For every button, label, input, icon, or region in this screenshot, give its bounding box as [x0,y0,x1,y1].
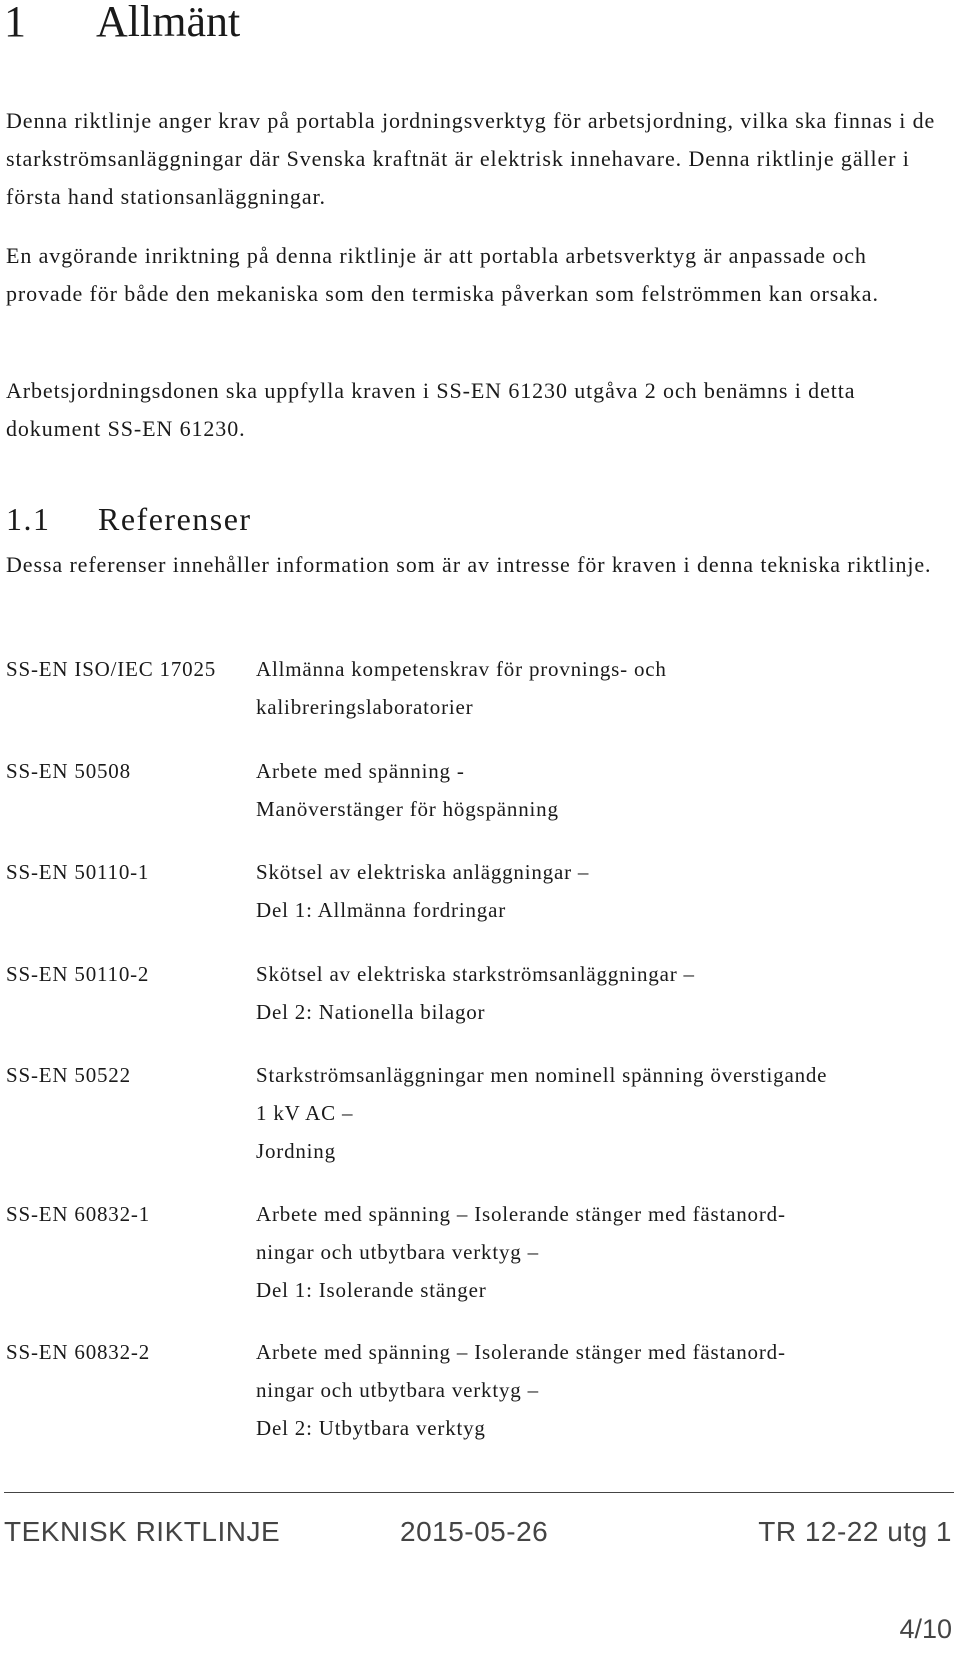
section-title: Allmänt [96,0,241,46]
reference-description-line: Skötsel av elektriska starkströmsanläggningar – [256,962,695,986]
reference-description-line: Del 2: Utbytbara verktyg [256,1416,486,1440]
section-heading [4,0,240,50]
section-number: 1 [4,0,26,46]
reference-description [256,752,946,828]
reference-description-line: ningar och utbytbara verktyg – [256,1240,539,1264]
reference-code: SS-EN 60832-2 [6,1340,150,1364]
reference-description-line: Arbete med spänning – Isolerande stänger med fästanord- [256,1340,786,1364]
footer-divider [4,1492,954,1493]
reference-description [256,1056,946,1170]
reference-description-line: Arbete med spänning – Isolerande stänger med fästanord- [256,1202,786,1226]
subsection-number: 1.1 [6,501,51,537]
reference-description [256,853,946,929]
reference-description [256,1333,946,1447]
reference-description [256,955,946,1031]
reference-description-line: Allmänna kompetenskrav för provnings- och [256,657,667,681]
reference-description-line: Del 1: Isolerande stänger [256,1278,487,1302]
reference-code: SS-EN 50110-1 [6,860,150,884]
reference-code: SS-EN ISO/IEC 17025 [6,657,217,681]
footer-doc-type: TEKNISK RIKTLINJE [4,1516,281,1547]
subsection-heading [6,497,252,541]
reference-description-line: Del 2: Nationella bilagor [256,1000,486,1024]
reference-description-line: Manöverstänger för högspänning [256,797,559,821]
reference-description-line: 1 kV AC – [256,1101,354,1125]
reference-description-line: Arbete med spänning - [256,759,465,783]
reference-description-line: Starkströmsanläggningar men nominell spänning överstigande [256,1063,828,1087]
reference-code: SS-EN 60832-1 [6,1202,150,1226]
paragraph: Arbetsjordningsdonen ska uppfylla kraven i SS-EN 61230 utgåva 2 och benämns i detta dokument SS-EN 61230. [6,378,856,441]
reference-description-line: Del 1: Allmänna fordringar [256,898,506,922]
reference-code: SS-EN 50110-2 [6,962,150,986]
subsection-intro: Dessa referenser innehåller information som är av intresse för kraven i denna tekniska riktlinje. [6,552,932,577]
paragraph: Denna riktlinje anger krav på portabla jordningsverktyg för arbetsjordning, vilka ska finnas i de starkströmsanläggningar där Svenska kraftnät är elektrisk innehavare. Denna riktlinje gäller i första hand stationsanläggningar. [6,108,936,209]
reference-description-line: kalibreringslaboratorier [256,695,474,719]
paragraph: En avgörande inriktning på denna riktlinje är att portabla arbetsverktyg är anpassade och provade för både den mekaniska som den termiska påverkan som felströmmen kan orsaka. [6,243,879,306]
reference-description [256,1195,946,1309]
subsection-title: Referenser [98,501,252,537]
footer-doc-id: TR 12-22 utg 1 [758,1516,952,1547]
reference-code: SS-EN 50508 [6,759,131,783]
reference-code: SS-EN 50522 [6,1063,131,1087]
reference-description [256,650,946,726]
page-number: 4/10 [899,1614,952,1644]
reference-description-line: Skötsel av elektriska anläggningar – [256,860,590,884]
reference-description-line: ningar och utbytbara verktyg – [256,1378,539,1402]
footer-date: 2015-05-26 [400,1516,549,1547]
reference-description-line: Jordning [256,1139,336,1163]
